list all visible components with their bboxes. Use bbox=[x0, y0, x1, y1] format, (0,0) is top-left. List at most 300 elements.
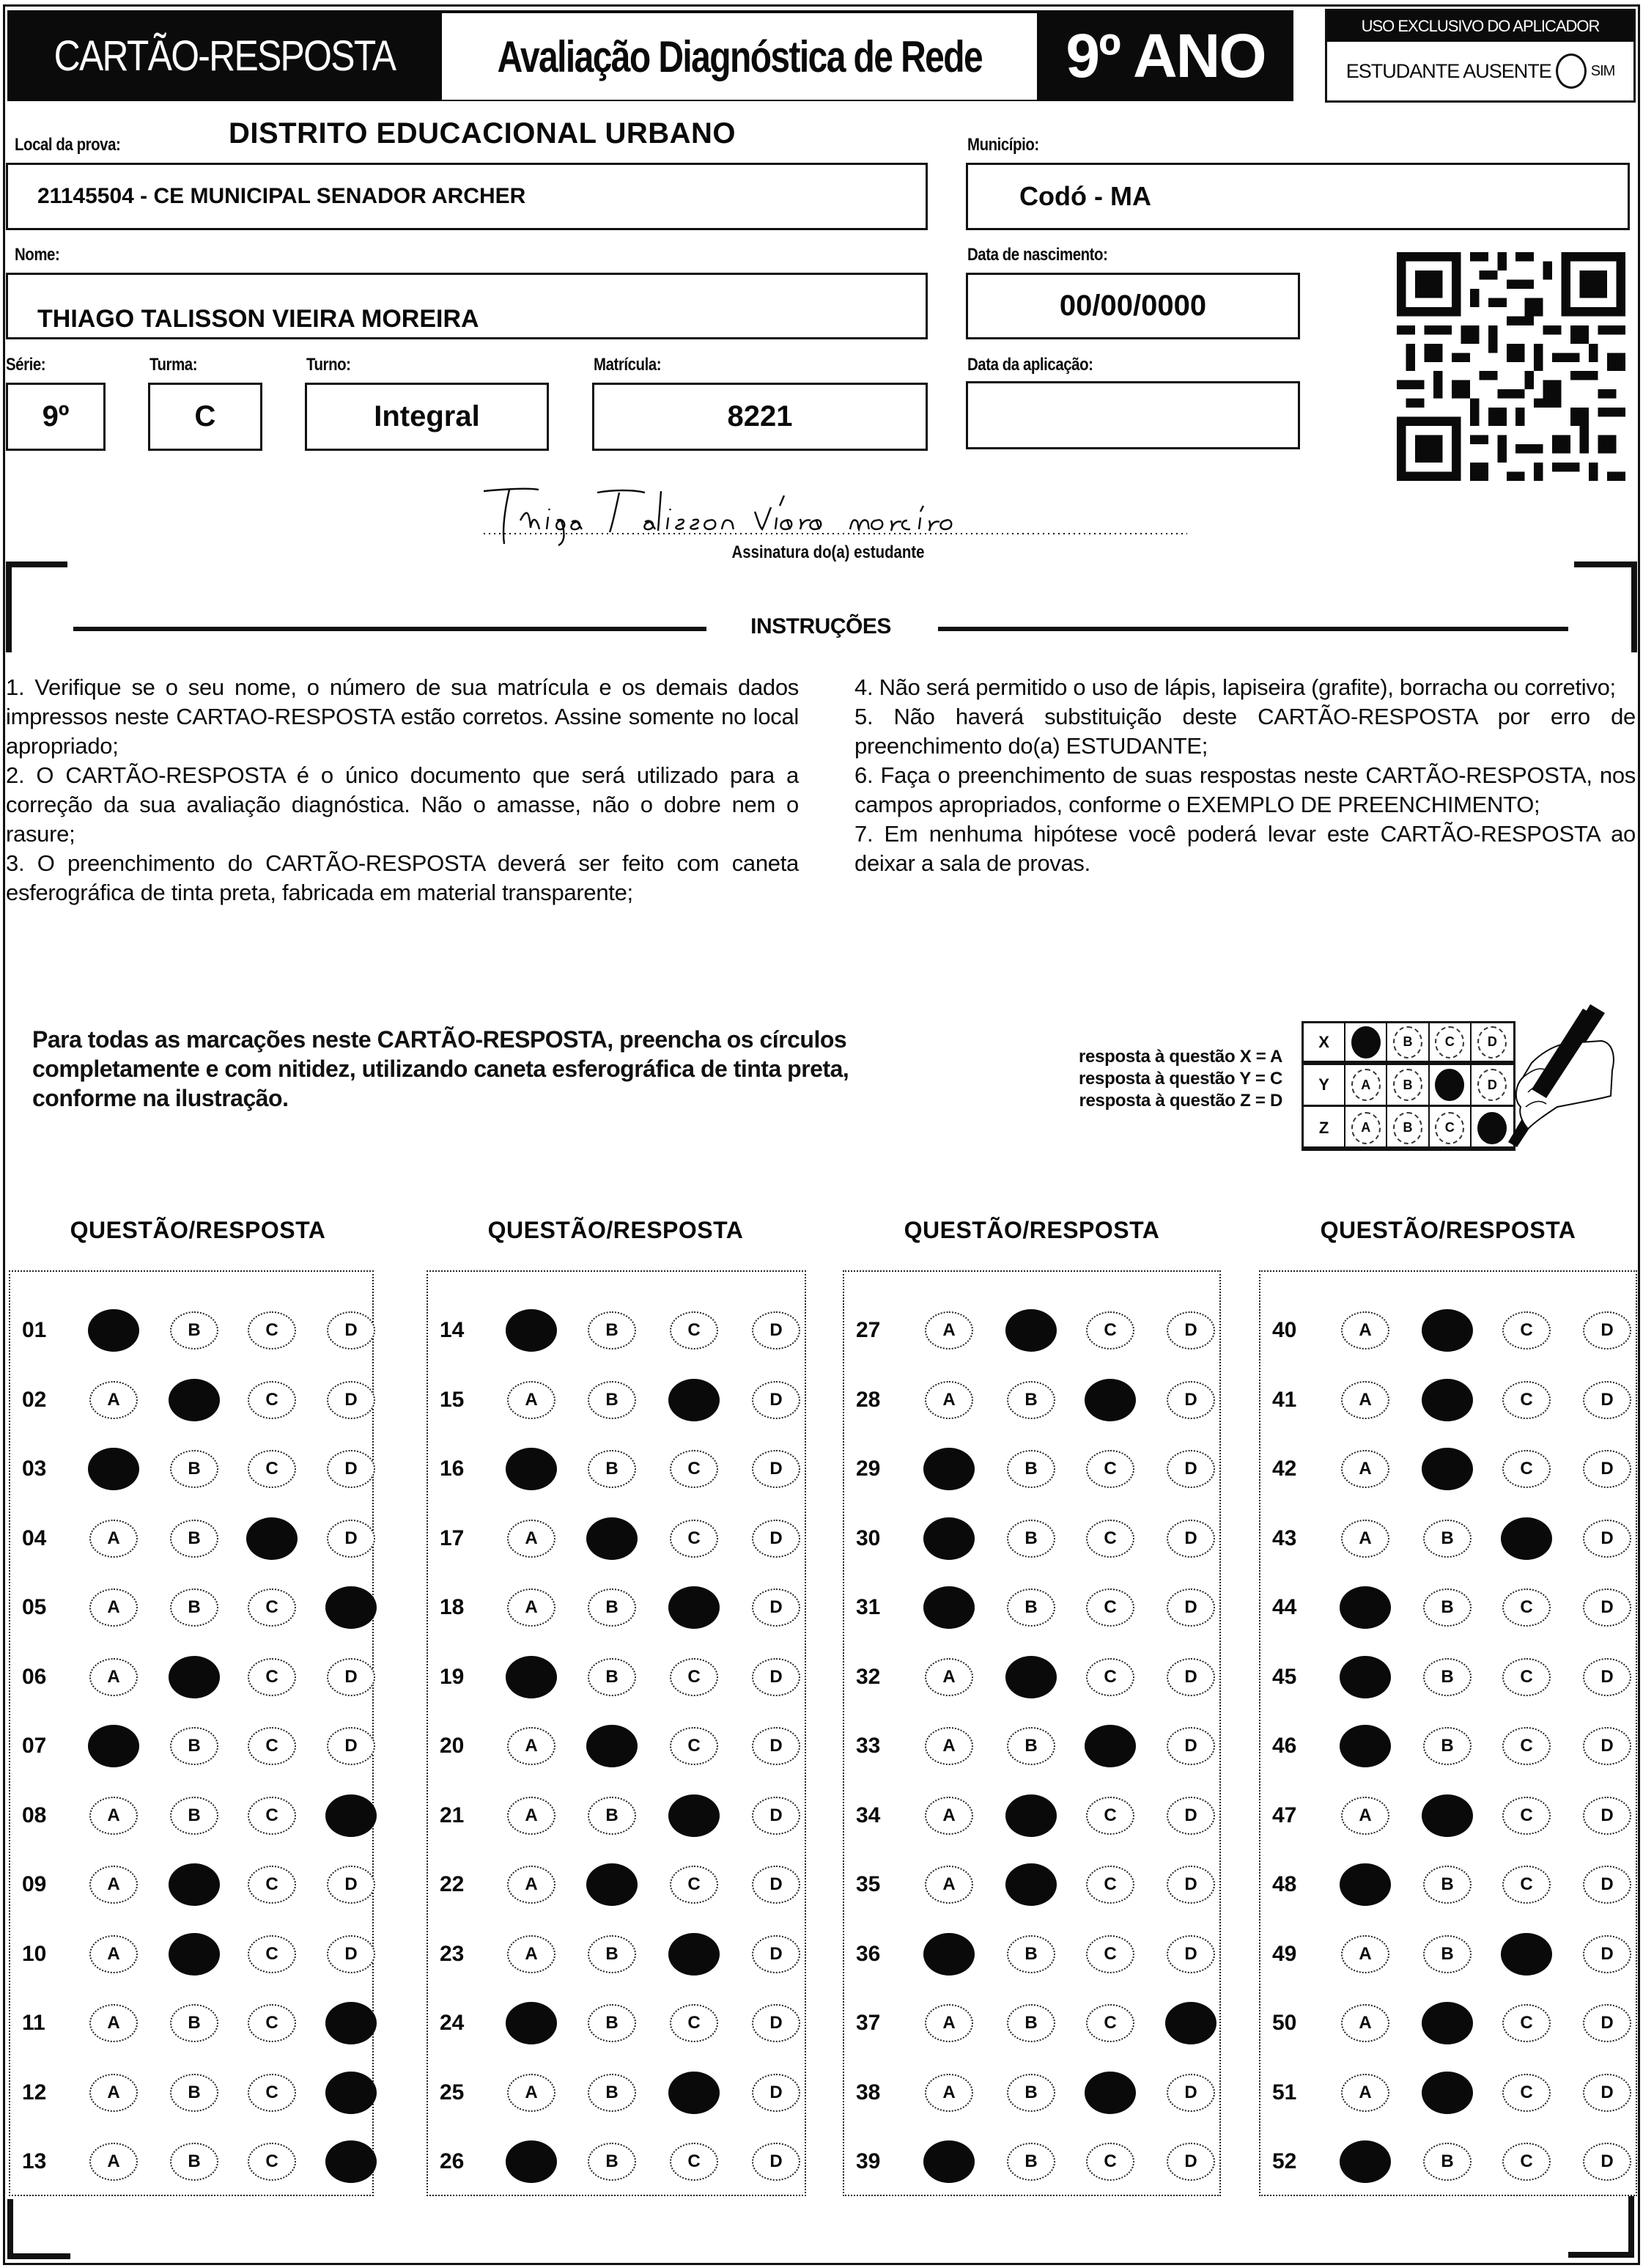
answer-bubble-37-d-filled[interactable] bbox=[1165, 2002, 1216, 2044]
absent-field bbox=[1327, 42, 1633, 100]
answer-bubble-20-d[interactable]: D bbox=[752, 1727, 800, 1765]
answer-bubble-10-d[interactable]: D bbox=[327, 1935, 375, 1973]
answer-bubble-21-a[interactable]: A bbox=[507, 1797, 555, 1835]
serie-label: Série: bbox=[6, 355, 46, 375]
answer-bubble-39-d[interactable]: D bbox=[1167, 2143, 1215, 2181]
answer-bubble-02-d[interactable]: D bbox=[327, 1381, 375, 1419]
answer-bubble-43-a[interactable]: A bbox=[1341, 1520, 1389, 1558]
answer-bubble-21-b[interactable]: B bbox=[588, 1797, 636, 1835]
question-number: 32 bbox=[856, 1664, 881, 1689]
matricula-label: Matrícula: bbox=[594, 355, 662, 375]
answer-bubble-52-b[interactable]: B bbox=[1423, 2143, 1472, 2181]
answer-bubble-20-c[interactable]: C bbox=[670, 1727, 718, 1765]
question-number: 31 bbox=[856, 1595, 881, 1619]
answer-bubble-30-b[interactable]: B bbox=[1007, 1520, 1055, 1558]
answer-bubble-30-d[interactable]: D bbox=[1167, 1520, 1215, 1558]
answer-bubble-47-b-filled[interactable] bbox=[1422, 1794, 1473, 1837]
question-row-24 bbox=[428, 1994, 805, 2052]
question-row-27 bbox=[844, 1301, 1219, 1360]
answer-bubble-44-d[interactable]: D bbox=[1583, 1588, 1631, 1627]
instruction-2: 2. O CARTÃO-RESPOSTA é o único documento que será utilizado para a correção da sua avaliação diagnóstica. Não o amasse, não o dobre nem o rasure; bbox=[6, 762, 799, 847]
question-number: 52 bbox=[1272, 2149, 1297, 2173]
answer-bubble-41-b-filled[interactable] bbox=[1422, 1379, 1473, 1421]
nascimento-value: 00/00/0000 bbox=[1059, 290, 1207, 322]
answer-bubble-40-c[interactable]: C bbox=[1502, 1311, 1551, 1350]
answer-bubble-10-c[interactable]: C bbox=[248, 1935, 296, 1973]
answer-bubble-05-c[interactable]: C bbox=[248, 1588, 296, 1627]
divider-left bbox=[73, 627, 706, 631]
answer-bubble-49-b[interactable]: B bbox=[1423, 1935, 1472, 1973]
turno-field bbox=[305, 383, 549, 451]
answer-bubble-15-c-filled[interactable] bbox=[668, 1379, 720, 1421]
question-number: 19 bbox=[440, 1664, 465, 1689]
answer-bubble-36-d[interactable]: D bbox=[1167, 1935, 1215, 1973]
answer-bubble-45-a-filled[interactable] bbox=[1340, 1656, 1391, 1698]
answer-column-4 bbox=[1259, 1270, 1637, 2196]
answer-bubble-24-c[interactable]: C bbox=[670, 2004, 718, 2042]
answer-bubble-47-d[interactable]: D bbox=[1583, 1797, 1631, 1835]
answer-bubble-21-c-filled[interactable] bbox=[668, 1794, 720, 1837]
question-number: 18 bbox=[440, 1595, 465, 1619]
answer-bubble-31-a-filled[interactable] bbox=[923, 1586, 975, 1629]
answer-bubble-24-a-filled[interactable] bbox=[506, 2002, 557, 2044]
question-row-43 bbox=[1260, 1509, 1636, 1568]
answer-bubble-06-a[interactable]: A bbox=[89, 1658, 138, 1696]
answer-bubble-11-b[interactable]: B bbox=[170, 2004, 218, 2042]
answer-bubble-35-c[interactable]: C bbox=[1086, 1866, 1134, 1904]
answer-bubble-23-d[interactable]: D bbox=[752, 1935, 800, 1973]
nome-value: THIAGO TALISSON VIEIRA MOREIRA bbox=[37, 305, 479, 333]
answer-bubble-32-a[interactable]: A bbox=[925, 1658, 973, 1696]
answer-bubble-19-c[interactable]: C bbox=[670, 1658, 718, 1696]
question-number: 51 bbox=[1272, 2080, 1297, 2105]
answer-bubble-04-d[interactable]: D bbox=[327, 1520, 375, 1558]
answer-bubble-38-b[interactable]: B bbox=[1007, 2074, 1055, 2112]
answer-bubble-22-c[interactable]: C bbox=[670, 1866, 718, 1904]
answer-bubble-04-b[interactable]: B bbox=[170, 1520, 218, 1558]
answer-bubble-43-d[interactable]: D bbox=[1583, 1520, 1631, 1558]
answer-bubble-06-b-filled[interactable] bbox=[169, 1656, 220, 1698]
answer-column-3 bbox=[843, 1270, 1221, 2196]
instructions-right bbox=[854, 673, 1636, 878]
question-row-49 bbox=[1260, 1925, 1636, 1984]
answer-bubble-08-c[interactable]: C bbox=[248, 1797, 296, 1835]
answer-bubble-11-d-filled[interactable] bbox=[325, 2002, 377, 2044]
answer-bubble-23-a[interactable]: A bbox=[507, 1935, 555, 1973]
fill-instruction: Para todas as marcações neste CARTÃO-RESPOSTA, preencha os círculos completamente e com nitidez, utilizando caneta esferográfica de tinta preta, conforme na ilustração. bbox=[32, 1026, 849, 1111]
answer-bubble-42-b-filled[interactable] bbox=[1422, 1448, 1473, 1490]
answer-bubble-46-b[interactable]: B bbox=[1423, 1727, 1472, 1765]
question-number: 49 bbox=[1272, 1941, 1297, 1966]
answer-bubble-35-a[interactable]: A bbox=[925, 1866, 973, 1904]
question-number: 36 bbox=[856, 1941, 881, 1966]
answer-bubble-37-b[interactable]: B bbox=[1007, 2004, 1055, 2042]
answer-bubble-15-b[interactable]: B bbox=[588, 1381, 636, 1419]
answer-bubble-40-d[interactable]: D bbox=[1583, 1311, 1631, 1350]
question-row-33 bbox=[844, 1717, 1219, 1775]
instruction-3: 3. O preenchimento do CARTÃO-RESPOSTA deverá ser feito com caneta esferográfica de tinta preta, fabricada em material transparente; bbox=[6, 850, 799, 905]
answer-bubble-30-a-filled[interactable] bbox=[923, 1517, 975, 1560]
answer-bubble-07-b[interactable]: B bbox=[170, 1727, 218, 1765]
answer-bubble-09-d[interactable]: D bbox=[327, 1866, 375, 1904]
answer-bubble-20-b-filled[interactable] bbox=[586, 1725, 638, 1767]
answer-bubble-35-b-filled[interactable] bbox=[1005, 1863, 1057, 1906]
answer-bubble-47-a[interactable]: A bbox=[1341, 1797, 1389, 1835]
answer-bubble-23-b[interactable]: B bbox=[588, 1935, 636, 1973]
answer-bubble-12-d-filled[interactable] bbox=[325, 2072, 377, 2114]
answer-bubble-01-b[interactable]: B bbox=[170, 1311, 218, 1350]
answer-bubble-28-a[interactable]: A bbox=[925, 1381, 973, 1419]
answer-bubble-07-c[interactable]: C bbox=[248, 1727, 296, 1765]
answer-bubble-39-c[interactable]: C bbox=[1086, 2143, 1134, 2181]
answer-bubble-02-a[interactable]: A bbox=[89, 1381, 138, 1419]
answer-bubble-19-b[interactable]: B bbox=[588, 1658, 636, 1696]
answer-bubble-05-a[interactable]: A bbox=[89, 1588, 138, 1627]
answer-bubble-18-d[interactable]: D bbox=[752, 1588, 800, 1627]
answer-bubble-45-b[interactable]: B bbox=[1423, 1658, 1472, 1696]
question-row-01 bbox=[10, 1301, 372, 1360]
corner-mark-top-right-v bbox=[1631, 562, 1637, 652]
answer-bubble-33-b[interactable]: B bbox=[1007, 1727, 1055, 1765]
answer-bubble-30-c[interactable]: C bbox=[1086, 1520, 1134, 1558]
answer-bubble-26-a-filled[interactable] bbox=[506, 2140, 557, 2183]
answer-bubble-02-b-filled[interactable] bbox=[169, 1379, 220, 1421]
example-bubble-b: B bbox=[1393, 1112, 1422, 1144]
answer-bubble-51-a[interactable]: A bbox=[1341, 2074, 1389, 2112]
question-row-25 bbox=[428, 2063, 805, 2122]
answer-bubble-32-b-filled[interactable] bbox=[1005, 1656, 1057, 1698]
answer-bubble-12-c[interactable]: C bbox=[248, 2074, 296, 2112]
nascimento-label: Data de nascimento: bbox=[967, 245, 1108, 265]
answer-bubble-10-b-filled[interactable] bbox=[169, 1933, 220, 1976]
answer-bubble-36-a-filled[interactable] bbox=[923, 1933, 975, 1976]
answer-bubble-33-c-filled[interactable] bbox=[1085, 1725, 1136, 1767]
example-bubble-a: A bbox=[1351, 1069, 1381, 1101]
answer-bubble-36-b[interactable]: B bbox=[1007, 1935, 1055, 1973]
question-number: 21 bbox=[440, 1803, 465, 1827]
answer-bubble-14-d[interactable]: D bbox=[752, 1311, 800, 1350]
answer-bubble-37-c[interactable]: C bbox=[1086, 2004, 1134, 2042]
answer-bubble-25-d[interactable]: D bbox=[752, 2074, 800, 2112]
absent-bubble[interactable] bbox=[1556, 54, 1587, 89]
column-title-3: QUESTÃO/RESPOSTA bbox=[904, 1217, 1160, 1243]
answer-bubble-15-a[interactable]: A bbox=[507, 1381, 555, 1419]
answer-bubble-32-d[interactable]: D bbox=[1167, 1658, 1215, 1696]
answer-bubble-28-d[interactable]: D bbox=[1167, 1381, 1215, 1419]
answer-bubble-05-b[interactable]: B bbox=[170, 1588, 218, 1627]
answer-bubble-27-a[interactable]: A bbox=[925, 1311, 973, 1350]
answer-bubble-48-a-filled[interactable] bbox=[1340, 1863, 1391, 1906]
answer-bubble-31-d[interactable]: D bbox=[1167, 1588, 1215, 1627]
example-legend bbox=[1033, 1046, 1282, 1112]
answer-bubble-03-d[interactable]: D bbox=[327, 1450, 375, 1488]
question-row-23 bbox=[428, 1925, 805, 1984]
question-number: 48 bbox=[1272, 1872, 1297, 1896]
question-number: 02 bbox=[22, 1387, 47, 1412]
answer-bubble-51-d[interactable]: D bbox=[1583, 2074, 1631, 2112]
answer-bubble-25-b[interactable]: B bbox=[588, 2074, 636, 2112]
turma-field bbox=[148, 383, 262, 451]
applicator-box bbox=[1325, 9, 1636, 103]
answer-bubble-13-b[interactable]: B bbox=[170, 2143, 218, 2181]
answer-bubble-41-a[interactable]: A bbox=[1341, 1381, 1389, 1419]
corner-mark-top-left bbox=[6, 562, 67, 567]
answer-bubble-33-d[interactable]: D bbox=[1167, 1727, 1215, 1765]
answer-bubble-34-a[interactable]: A bbox=[925, 1797, 973, 1835]
corner-mark-top-right bbox=[1574, 562, 1637, 567]
answer-bubble-02-c[interactable]: C bbox=[248, 1381, 296, 1419]
question-row-31 bbox=[844, 1578, 1219, 1637]
question-row-41 bbox=[1260, 1371, 1636, 1429]
answer-bubble-40-a[interactable]: A bbox=[1341, 1311, 1389, 1350]
question-number: 45 bbox=[1272, 1664, 1297, 1689]
answer-bubble-38-d[interactable]: D bbox=[1167, 2074, 1215, 2112]
answer-bubble-39-b[interactable]: B bbox=[1007, 2143, 1055, 2181]
answer-bubble-01-a-filled[interactable] bbox=[88, 1309, 139, 1352]
example-row-label: Z bbox=[1304, 1107, 1345, 1149]
answer-bubble-16-c[interactable]: C bbox=[670, 1450, 718, 1488]
nascimento-field bbox=[966, 273, 1300, 339]
answer-bubble-49-a[interactable]: A bbox=[1341, 1935, 1389, 1973]
question-row-09 bbox=[10, 1855, 372, 1914]
answer-bubble-03-a-filled[interactable] bbox=[88, 1448, 139, 1490]
answer-bubble-29-a-filled[interactable] bbox=[923, 1448, 975, 1490]
answer-bubble-52-c[interactable]: C bbox=[1502, 2143, 1551, 2181]
turma-label: Turma: bbox=[149, 355, 198, 375]
answer-bubble-42-d[interactable]: D bbox=[1583, 1450, 1631, 1488]
question-number: 11 bbox=[22, 2011, 45, 2035]
answer-bubble-35-d[interactable]: D bbox=[1167, 1866, 1215, 1904]
column-title-4: QUESTÃO/RESPOSTA bbox=[1320, 1217, 1576, 1243]
answer-bubble-03-b[interactable]: B bbox=[170, 1450, 218, 1488]
answer-bubble-22-a[interactable]: A bbox=[507, 1866, 555, 1904]
answer-bubble-44-a-filled[interactable] bbox=[1340, 1586, 1391, 1629]
answer-bubble-41-d[interactable]: D bbox=[1583, 1381, 1631, 1419]
answer-bubble-15-d[interactable]: D bbox=[752, 1381, 800, 1419]
answer-bubble-24-d[interactable]: D bbox=[752, 2004, 800, 2042]
question-number: 10 bbox=[22, 1941, 47, 1966]
answer-bubble-48-b[interactable]: B bbox=[1423, 1866, 1472, 1904]
answer-bubble-13-c[interactable]: C bbox=[248, 2143, 296, 2181]
turno-label: Turno: bbox=[306, 355, 351, 375]
answer-bubble-49-c-filled[interactable] bbox=[1501, 1933, 1552, 1976]
answer-bubble-07-a-filled[interactable] bbox=[88, 1725, 139, 1767]
answer-column-1 bbox=[9, 1270, 374, 2196]
answer-bubble-03-c[interactable]: C bbox=[248, 1450, 296, 1488]
answer-bubble-16-d[interactable]: D bbox=[752, 1450, 800, 1488]
corner-mark-bottom-right-v bbox=[1628, 2196, 1634, 2258]
answer-bubble-08-b[interactable]: B bbox=[170, 1797, 218, 1835]
divider-right bbox=[938, 627, 1568, 631]
question-row-30 bbox=[844, 1509, 1219, 1568]
answer-bubble-26-b[interactable]: B bbox=[588, 2143, 636, 2181]
answer-bubble-38-a[interactable]: A bbox=[925, 2074, 973, 2112]
answer-bubble-01-c[interactable]: C bbox=[248, 1311, 296, 1350]
answer-bubble-22-d[interactable]: D bbox=[752, 1866, 800, 1904]
answer-bubble-11-a[interactable]: A bbox=[89, 2004, 138, 2042]
aplicacao-field bbox=[966, 381, 1300, 449]
question-row-35 bbox=[844, 1855, 1219, 1914]
answer-bubble-17-b-filled[interactable] bbox=[586, 1517, 638, 1560]
answer-bubble-18-b[interactable]: B bbox=[588, 1588, 636, 1627]
answer-bubble-32-c[interactable]: C bbox=[1086, 1658, 1134, 1696]
question-row-18 bbox=[428, 1578, 805, 1637]
answer-bubble-23-c-filled[interactable] bbox=[668, 1933, 720, 1976]
answer-bubble-22-b-filled[interactable] bbox=[586, 1863, 638, 1906]
answer-bubble-25-a[interactable]: A bbox=[507, 2074, 555, 2112]
question-number: 37 bbox=[856, 2011, 881, 2035]
answer-bubble-40-b-filled[interactable] bbox=[1422, 1309, 1473, 1352]
answer-bubble-17-a[interactable]: A bbox=[507, 1520, 555, 1558]
answer-bubble-41-c[interactable]: C bbox=[1502, 1381, 1551, 1419]
answer-bubble-34-b-filled[interactable] bbox=[1005, 1794, 1057, 1837]
answer-bubble-12-a[interactable]: A bbox=[89, 2074, 138, 2112]
answer-bubble-04-a[interactable]: A bbox=[89, 1520, 138, 1558]
answer-bubble-43-c-filled[interactable] bbox=[1501, 1517, 1552, 1560]
answer-bubble-31-c[interactable]: C bbox=[1086, 1588, 1134, 1627]
answer-bubble-25-c-filled[interactable] bbox=[668, 2072, 720, 2114]
question-row-07 bbox=[10, 1717, 372, 1775]
question-number: 14 bbox=[440, 1318, 465, 1342]
answer-bubble-05-d-filled[interactable] bbox=[325, 1586, 377, 1629]
answer-bubble-26-c[interactable]: C bbox=[670, 2143, 718, 2181]
district-name: DISTRITO EDUCACIONAL URBANO bbox=[229, 117, 736, 150]
answer-bubble-13-d-filled[interactable] bbox=[325, 2140, 377, 2183]
answer-bubble-27-d[interactable]: D bbox=[1167, 1311, 1215, 1350]
question-row-29 bbox=[844, 1440, 1219, 1498]
question-number: 42 bbox=[1272, 1457, 1297, 1481]
answer-bubble-51-b-filled[interactable] bbox=[1422, 2072, 1473, 2114]
question-row-14 bbox=[428, 1301, 805, 1360]
answer-bubble-46-a-filled[interactable] bbox=[1340, 1725, 1391, 1767]
answer-bubble-06-d[interactable]: D bbox=[327, 1658, 375, 1696]
answer-bubble-08-a[interactable]: A bbox=[89, 1797, 138, 1835]
answer-bubble-09-c[interactable]: C bbox=[248, 1866, 296, 1904]
local-field bbox=[6, 163, 928, 230]
answer-bubble-09-a[interactable]: A bbox=[89, 1866, 138, 1904]
answer-bubble-06-c[interactable]: C bbox=[248, 1658, 296, 1696]
answer-bubble-17-c[interactable]: C bbox=[670, 1520, 718, 1558]
answer-bubble-18-a[interactable]: A bbox=[507, 1588, 555, 1627]
question-row-17 bbox=[428, 1509, 805, 1568]
answer-bubble-29-b[interactable]: B bbox=[1007, 1450, 1055, 1488]
answer-bubble-19-a-filled[interactable] bbox=[506, 1656, 557, 1698]
answer-bubble-51-c[interactable]: C bbox=[1502, 2074, 1551, 2112]
answer-bubble-36-c[interactable]: C bbox=[1086, 1935, 1134, 1973]
answer-bubble-44-c[interactable]: C bbox=[1502, 1588, 1551, 1627]
answer-bubble-33-a[interactable]: A bbox=[925, 1727, 973, 1765]
answer-bubble-21-d[interactable]: D bbox=[752, 1797, 800, 1835]
answer-bubble-17-d[interactable]: D bbox=[752, 1520, 800, 1558]
question-row-12 bbox=[10, 2063, 372, 2122]
answer-bubble-49-d[interactable]: D bbox=[1583, 1935, 1631, 1973]
answer-bubble-29-d[interactable]: D bbox=[1167, 1450, 1215, 1488]
grade-label: 9º ANO bbox=[1066, 21, 1266, 90]
instruction-7: 7. Em nenhuma hipótese você poderá levar este CARTÃO-RESPOSTA ao deixar a sala de provas. bbox=[854, 821, 1636, 876]
answer-bubble-38-c-filled[interactable] bbox=[1085, 2072, 1136, 2114]
turno-value: Integral bbox=[374, 400, 480, 432]
answer-bubble-28-b[interactable]: B bbox=[1007, 1381, 1055, 1419]
answer-bubble-50-c[interactable]: C bbox=[1502, 2004, 1551, 2042]
answer-bubble-11-c[interactable]: C bbox=[248, 2004, 296, 2042]
answer-bubble-27-b-filled[interactable] bbox=[1005, 1309, 1057, 1352]
answer-bubble-19-d[interactable]: D bbox=[752, 1658, 800, 1696]
answer-bubble-52-d[interactable]: D bbox=[1583, 2143, 1631, 2181]
answer-bubble-14-c[interactable]: C bbox=[670, 1311, 718, 1350]
answer-bubble-46-d[interactable]: D bbox=[1583, 1727, 1631, 1765]
answer-bubble-50-d[interactable]: D bbox=[1583, 2004, 1631, 2042]
question-number: 41 bbox=[1272, 1387, 1297, 1412]
answer-bubble-01-d[interactable]: D bbox=[327, 1311, 375, 1350]
answer-bubble-47-c[interactable]: C bbox=[1502, 1797, 1551, 1835]
answer-bubble-34-d[interactable]: D bbox=[1167, 1797, 1215, 1835]
example-bubble-c: C bbox=[1435, 1026, 1464, 1058]
local-label: Local da prova: bbox=[15, 135, 121, 155]
answer-bubble-14-a-filled[interactable] bbox=[506, 1309, 557, 1352]
question-number: 29 bbox=[856, 1457, 881, 1481]
answer-bubble-42-a[interactable]: A bbox=[1341, 1450, 1389, 1488]
answer-bubble-34-c[interactable]: C bbox=[1086, 1797, 1134, 1835]
answer-bubble-46-c[interactable]: C bbox=[1502, 1727, 1551, 1765]
answer-bubble-13-a[interactable]: A bbox=[89, 2143, 138, 2181]
question-row-32 bbox=[844, 1648, 1219, 1706]
question-number: 24 bbox=[440, 2011, 465, 2035]
answer-bubble-45-d[interactable]: D bbox=[1583, 1658, 1631, 1696]
answer-bubble-39-a-filled[interactable] bbox=[923, 2140, 975, 2183]
answer-bubble-16-b[interactable]: B bbox=[588, 1450, 636, 1488]
signature-caption: Assinatura do(a) estudante bbox=[731, 542, 925, 562]
answer-bubble-18-c-filled[interactable] bbox=[668, 1586, 720, 1629]
answer-bubble-29-c[interactable]: C bbox=[1086, 1450, 1134, 1488]
answer-bubble-48-d[interactable]: D bbox=[1583, 1866, 1631, 1904]
answer-bubble-37-a[interactable]: A bbox=[925, 2004, 973, 2042]
answer-bubble-14-b[interactable]: B bbox=[588, 1311, 636, 1350]
answer-bubble-24-b[interactable]: B bbox=[588, 2004, 636, 2042]
answer-bubble-42-c[interactable]: C bbox=[1502, 1450, 1551, 1488]
question-row-22 bbox=[428, 1855, 805, 1914]
question-row-02 bbox=[10, 1371, 372, 1429]
answer-bubble-20-a[interactable]: A bbox=[507, 1727, 555, 1765]
question-row-04 bbox=[10, 1509, 372, 1568]
question-number: 20 bbox=[440, 1734, 465, 1758]
question-row-52 bbox=[1260, 2132, 1636, 2191]
answer-bubble-44-b[interactable]: B bbox=[1423, 1588, 1472, 1627]
question-number: 50 bbox=[1272, 2011, 1297, 2035]
answer-bubble-26-d[interactable]: D bbox=[752, 2143, 800, 2181]
exam-title-box bbox=[442, 13, 1037, 100]
answer-bubble-08-d-filled[interactable] bbox=[325, 1794, 377, 1837]
answer-bubble-27-c[interactable]: C bbox=[1086, 1311, 1134, 1350]
example-legend-x: resposta à questão X = A bbox=[1078, 1047, 1282, 1067]
question-number: 05 bbox=[22, 1595, 47, 1619]
answer-bubble-28-c-filled[interactable] bbox=[1085, 1379, 1136, 1421]
answer-bubble-09-b-filled[interactable] bbox=[169, 1863, 220, 1906]
answer-bubble-12-b[interactable]: B bbox=[170, 2074, 218, 2112]
answer-bubble-43-b[interactable]: B bbox=[1423, 1520, 1472, 1558]
answer-bubble-48-c[interactable]: C bbox=[1502, 1866, 1551, 1904]
answer-bubble-16-a-filled[interactable] bbox=[506, 1448, 557, 1490]
answer-bubble-04-c-filled[interactable] bbox=[246, 1517, 298, 1560]
example-legend-z: resposta à questão Z = D bbox=[1079, 1091, 1282, 1111]
answer-bubble-07-d[interactable]: D bbox=[327, 1727, 375, 1765]
answer-bubble-45-c[interactable]: C bbox=[1502, 1658, 1551, 1696]
answer-bubble-50-a[interactable]: A bbox=[1341, 2004, 1389, 2042]
answer-bubble-10-a[interactable]: A bbox=[89, 1935, 138, 1973]
answer-bubble-50-b-filled[interactable] bbox=[1422, 2002, 1473, 2044]
answer-bubble-31-b[interactable]: B bbox=[1007, 1588, 1055, 1627]
answer-bubble-52-a-filled[interactable] bbox=[1340, 2140, 1391, 2183]
serie-field bbox=[6, 383, 106, 451]
